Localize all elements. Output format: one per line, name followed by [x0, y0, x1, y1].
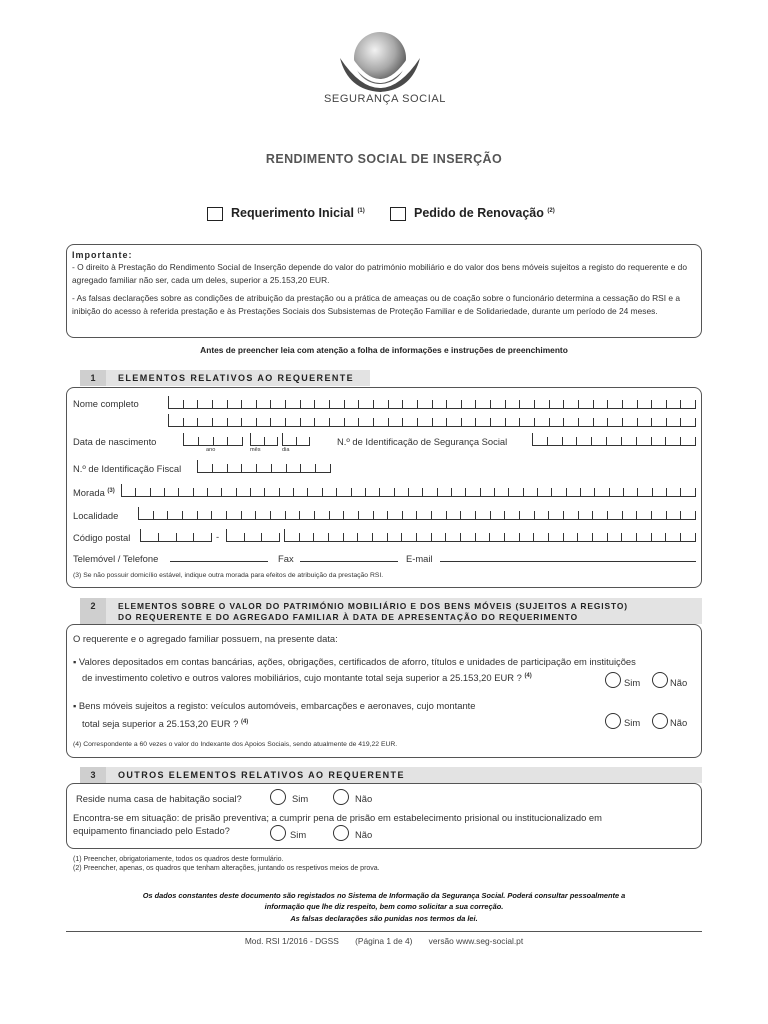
input-cell — [358, 400, 373, 408]
input-cell — [299, 533, 314, 541]
input-cell — [621, 533, 636, 541]
input-cell — [256, 400, 271, 408]
input-cell — [307, 488, 321, 496]
input-cell — [431, 533, 446, 541]
section-1-number: 1 — [80, 370, 106, 386]
input-cell — [461, 400, 476, 408]
input-cell — [446, 511, 461, 519]
input-cell — [593, 400, 608, 408]
input-cell — [241, 464, 256, 472]
input-cell — [534, 418, 549, 426]
q-prison-line-2: equipamento financiado pelo Estado? — [73, 825, 230, 836]
input-cell — [417, 400, 432, 408]
q-deposits-no-radio[interactable] — [652, 672, 668, 688]
birth-year-input[interactable] — [183, 434, 243, 446]
address-input[interactable] — [121, 485, 696, 497]
q-social-housing: Reside numa casa de habitação social? — [76, 793, 242, 804]
section-2-title-line-1: ELEMENTOS SOBRE O VALOR DO PATRIMÓNIO MOBILIÁRIO E DOS BENS MÓVEIS (SUJEITOS A REGISTO) — [118, 601, 628, 611]
input-cell — [329, 511, 344, 519]
birth-day-input[interactable] — [282, 434, 310, 446]
input-cell — [343, 511, 358, 519]
input-cell — [255, 511, 270, 519]
input-cell — [236, 488, 250, 496]
input-cell — [437, 488, 451, 496]
input-cell — [212, 418, 227, 426]
address-label: Morada $^{(3)}$ — [73, 487, 115, 498]
input-cell — [680, 400, 696, 408]
q-social-housing-no-label: Não — [355, 793, 373, 804]
input-cell — [168, 414, 183, 426]
input-cell — [329, 400, 344, 408]
input-cell — [665, 437, 680, 445]
input-cell — [372, 533, 387, 541]
day-caption: dia — [282, 447, 290, 453]
input-cell — [373, 400, 388, 408]
input-cell — [666, 511, 681, 519]
input-cell — [505, 418, 520, 426]
input-cell — [504, 511, 519, 519]
input-cell — [207, 488, 221, 496]
postal-code-label: Código postal — [73, 532, 131, 543]
input-cell — [358, 418, 373, 426]
footer-divider — [66, 931, 702, 932]
input-cell — [621, 437, 636, 445]
input-cell — [576, 437, 591, 445]
input-cell — [445, 533, 460, 541]
logo-text: SEGURANÇA SOCIAL — [323, 93, 447, 105]
input-cell — [563, 400, 578, 408]
input-cell — [592, 533, 607, 541]
input-cell — [475, 418, 490, 426]
input-cell — [537, 488, 551, 496]
q-prison-no-label: Não — [355, 829, 373, 840]
input-cell — [279, 488, 293, 496]
input-cell — [121, 484, 135, 496]
input-cell — [519, 533, 534, 541]
input-cell — [227, 418, 242, 426]
input-cell — [285, 418, 300, 426]
section-3-number: 3 — [80, 767, 106, 783]
input-cell — [167, 511, 182, 519]
input-cell — [271, 464, 286, 472]
important-box — [66, 244, 702, 338]
input-cell — [551, 488, 565, 496]
input-cell — [680, 488, 695, 496]
input-cell — [264, 488, 278, 496]
postal-code-main-input[interactable] — [140, 530, 212, 542]
input-cell — [475, 511, 490, 519]
input-cell — [607, 418, 622, 426]
input-cell — [609, 488, 623, 496]
input-cell — [578, 418, 593, 426]
input-cell — [285, 511, 300, 519]
input-cell — [313, 533, 328, 541]
input-cell — [594, 488, 608, 496]
input-cell — [549, 418, 564, 426]
input-cell — [387, 511, 402, 519]
input-cell — [250, 488, 264, 496]
disclaimer-line-1: Os dados constantes deste documento são registados no Sistema de Informação da Segurança Social. Poderá consultar pessoalmente a — [142, 891, 626, 900]
input-cell — [286, 464, 301, 472]
section-1-title: ELEMENTOS RELATIVOS AO REQUERENTE — [118, 373, 355, 383]
section-2-note: (4) Correspondente a 60 vezes o valor do Indexante dos Apoios Sociais, sendo atualmente de 419,22 EUR. — [73, 741, 398, 748]
input-cell — [408, 488, 422, 496]
disclaimer-line-2: informação que lhe diz respeito, bem como solicitar a sua correção. — [264, 902, 504, 911]
full-name-input-line-1[interactable] — [168, 397, 696, 409]
locality-input[interactable] — [138, 508, 696, 520]
renewal-request-label: Pedido de Renovação $^{(2)}$ — [414, 206, 555, 220]
input-cell — [636, 437, 651, 445]
input-cell — [314, 400, 329, 408]
input-cell — [343, 533, 358, 541]
q-vehicles-no-radio[interactable] — [652, 713, 668, 729]
input-cell — [562, 437, 577, 445]
input-cell — [226, 529, 244, 541]
q-social-housing-yes-radio[interactable] — [270, 789, 286, 805]
input-cell — [606, 437, 621, 445]
input-cell — [227, 464, 242, 472]
input-cell — [475, 533, 490, 541]
input-cell — [577, 533, 592, 541]
q-vehicles-no-label: Não — [670, 717, 688, 728]
input-cell — [315, 464, 331, 472]
input-cell — [256, 418, 271, 426]
ss-id-input[interactable] — [532, 434, 696, 446]
input-cell — [344, 400, 359, 408]
input-cell — [680, 533, 696, 541]
input-cell — [211, 511, 226, 519]
input-cell — [490, 418, 505, 426]
q-vehicles-yes-radio[interactable] — [605, 713, 621, 729]
input-cell — [158, 533, 176, 541]
input-cell — [563, 418, 578, 426]
input-cell — [519, 511, 534, 519]
input-cell — [532, 433, 547, 445]
postal-code-dash: - — [216, 531, 220, 542]
input-cell — [197, 400, 212, 408]
input-cell — [549, 400, 564, 408]
input-cell — [284, 529, 299, 541]
phone-input[interactable] — [170, 552, 268, 562]
input-cell — [351, 488, 365, 496]
input-cell — [140, 529, 158, 541]
input-cell — [652, 488, 666, 496]
input-cell — [519, 400, 534, 408]
q-prison-line-1: Encontra-se em situação: de prisão preventiva; a cumprir pena de prisão em estabelecimento prisional ou institucionalizado em — [73, 812, 602, 823]
input-cell — [241, 418, 256, 426]
q-prison-yes-radio[interactable] — [270, 825, 286, 841]
input-cell — [183, 400, 198, 408]
input-cell — [344, 418, 359, 426]
input-cell — [519, 418, 534, 426]
input-cell — [299, 511, 314, 519]
input-cell — [314, 511, 329, 519]
input-cell — [365, 488, 379, 496]
disclaimer-line-3: As falsas declarações são punidas nos termos da lei. — [290, 914, 478, 923]
input-cell — [282, 433, 296, 445]
input-cell — [226, 511, 241, 519]
input-cell — [422, 488, 436, 496]
input-cell — [296, 437, 311, 445]
input-cell — [480, 488, 494, 496]
email-label: E-mail — [406, 553, 433, 564]
input-cell — [637, 400, 652, 408]
input-cell — [505, 400, 520, 408]
input-cell — [563, 511, 578, 519]
input-cell — [591, 437, 606, 445]
q-prison-yes-label: Sim — [290, 829, 307, 840]
input-cell — [270, 418, 285, 426]
fax-input[interactable] — [300, 552, 398, 562]
input-cell — [193, 533, 212, 541]
input-cell — [607, 400, 622, 408]
input-cell — [622, 511, 637, 519]
input-cell — [548, 533, 563, 541]
input-cell — [534, 511, 549, 519]
postal-code-suffix-input[interactable] — [226, 530, 280, 542]
input-cell — [651, 511, 666, 519]
input-cell — [523, 488, 537, 496]
input-cell — [490, 511, 505, 519]
q-deposits-yes-radio[interactable] — [605, 672, 621, 688]
input-cell — [373, 418, 388, 426]
input-cell — [227, 400, 242, 408]
input-cell — [270, 511, 285, 519]
input-cell — [593, 418, 608, 426]
input-cell — [651, 400, 666, 408]
year-caption: ano — [206, 447, 216, 453]
input-cell — [563, 533, 578, 541]
q-social-housing-yes-label: Sim — [292, 793, 309, 804]
input-cell — [636, 533, 651, 541]
input-cell — [416, 533, 431, 541]
input-cell — [300, 418, 315, 426]
important-title: Importante: — [72, 250, 133, 260]
input-cell — [547, 437, 562, 445]
input-cell — [460, 533, 475, 541]
initial-request-checkbox[interactable] — [207, 207, 223, 221]
input-cell — [607, 533, 622, 541]
input-cell — [379, 488, 393, 496]
input-cell — [490, 400, 505, 408]
input-cell — [680, 511, 696, 519]
input-cell — [193, 488, 207, 496]
q-vehicles-line-2: total seja superior a 25.153,20 EUR ? $^{(4)}$ — [82, 718, 249, 729]
input-cell — [198, 437, 213, 445]
input-cell — [548, 511, 563, 519]
input-cell — [465, 488, 479, 496]
document-title: RENDIMENTO SOCIAL DE INSERÇÃO — [265, 152, 503, 166]
input-cell — [416, 511, 431, 519]
input-cell — [446, 418, 461, 426]
input-cell — [460, 511, 475, 519]
input-cell — [300, 464, 315, 472]
section-2-title-line-2: DO REQUERENTE E DO AGREGADO FAMILIAR À DATA DE APRESENTAÇÃO DO REQUERIMENTO — [118, 612, 579, 622]
input-cell — [138, 507, 153, 519]
input-cell — [264, 437, 279, 445]
input-cell — [637, 488, 651, 496]
input-cell — [183, 418, 198, 426]
full-name-label: Nome completo — [73, 398, 139, 409]
input-cell — [607, 511, 622, 519]
input-cell — [300, 400, 315, 408]
section-2-box — [66, 624, 702, 758]
email-input[interactable] — [440, 552, 696, 562]
input-cell — [475, 400, 490, 408]
input-cell — [494, 488, 508, 496]
input-cell — [285, 400, 300, 408]
input-cell — [388, 418, 403, 426]
input-cell — [329, 418, 344, 426]
input-cell — [213, 437, 228, 445]
input-cell — [666, 488, 680, 496]
q-prison-no-radio[interactable] — [333, 825, 349, 841]
section-3-title: OUTROS ELEMENTOS RELATIVOS AO REQUERENTE — [118, 770, 405, 780]
section-2-number: 2 — [80, 598, 106, 624]
input-cell — [578, 511, 593, 519]
input-cell — [261, 533, 280, 541]
input-cell — [178, 488, 192, 496]
input-cell — [250, 433, 264, 445]
input-cell — [270, 400, 285, 408]
input-cell — [373, 511, 388, 519]
input-cell — [212, 400, 227, 408]
input-cell — [651, 437, 666, 445]
input-cell — [150, 488, 164, 496]
input-cell — [227, 437, 243, 445]
input-cell — [666, 400, 681, 408]
input-cell — [566, 488, 580, 496]
section-2-intro: O requerente e o agregado familiar possuem, na presente data: — [73, 633, 338, 644]
q-deposits-line-2: de investimento coletivo e outros valores mobiliários, cujo montante total seja superior a 25.153,20 EUR ? $^{(4)}$ — [82, 672, 532, 683]
input-cell — [394, 488, 408, 496]
fax-label: Fax — [278, 553, 294, 564]
phone-label: Telemóvel / Telefone — [73, 553, 159, 564]
q-deposits-yes-label: Sim — [624, 677, 641, 688]
input-cell — [244, 533, 262, 541]
input-cell — [241, 511, 256, 519]
input-cell — [451, 488, 465, 496]
input-cell — [592, 511, 607, 519]
input-cell — [680, 437, 696, 445]
input-cell — [580, 488, 594, 496]
input-cell — [176, 533, 194, 541]
tax-id-label: N.º de Identificação Fiscal — [73, 463, 182, 474]
input-cell — [489, 533, 504, 541]
input-cell — [402, 400, 417, 408]
full-name-input-line-2[interactable] — [168, 415, 696, 427]
input-cell — [665, 533, 680, 541]
input-cell — [197, 418, 212, 426]
input-cell — [221, 488, 235, 496]
locality-label: Localidade — [73, 510, 119, 521]
input-cell — [241, 400, 256, 408]
input-cell — [197, 460, 212, 472]
q-social-housing-no-radio[interactable] — [333, 789, 349, 805]
input-cell — [328, 533, 343, 541]
month-caption: mês — [250, 447, 261, 453]
input-cell — [168, 396, 183, 408]
input-cell — [135, 488, 149, 496]
birth-month-input[interactable] — [250, 434, 278, 446]
ss-id-label: N.º de Identificação de Segurança Social — [337, 436, 508, 447]
input-cell — [432, 400, 447, 408]
footer-text: Mod. RSI 1/2016 - DGSS (Página 1 de 4) versão www.seg-social.pt — [244, 936, 524, 946]
input-cell — [432, 418, 447, 426]
input-cell — [508, 488, 522, 496]
input-cell — [651, 533, 666, 541]
input-cell — [336, 488, 350, 496]
section-1-note: (3) Se não possuir domicílio estável, indique outra morada para efeitos de atribuição da prestação RSI. — [73, 572, 384, 579]
input-cell — [623, 488, 637, 496]
input-cell — [197, 511, 212, 519]
important-item-2: - As falsas declarações sobre as condições de atribuição da prestação ou a prática de ameaças ou de coação sobre o funcionário determina a cessação do RSI e a inibição do acesso à referida prestação e às Prestações Sociais dos Subsistemas de Proteção Familiar e de Solidariedade, durante um período de 24 meses. — [72, 293, 681, 316]
input-cell — [651, 418, 666, 426]
q-vehicles-line-1: ▪ Bens móveis sujeitos a registo: veículos automóveis, embarcações e aeronaves, cujo montante — [73, 700, 476, 711]
renewal-request-checkbox[interactable] — [390, 207, 406, 221]
q-deposits-line-1: ▪ Valores depositados em contas bancárias, ações, obrigações, certificados de aforro, títulos e unidades de participação em instituições — [73, 656, 636, 667]
q-vehicles-yes-label: Sim — [624, 717, 641, 728]
input-cell — [183, 433, 198, 445]
input-cell — [461, 418, 476, 426]
input-cell — [153, 511, 168, 519]
input-cell — [388, 400, 403, 408]
input-cell — [534, 400, 549, 408]
footnote-1: (1) Preencher, obrigatoriamente, todos os quadros deste formulário. — [73, 856, 284, 863]
input-cell — [446, 400, 461, 408]
input-cell — [212, 464, 227, 472]
input-cell — [358, 511, 373, 519]
birth-date-label: Data de nascimento — [73, 436, 157, 447]
initial-request-label: Requerimento Inicial $^{(1)}$ — [231, 206, 365, 220]
tax-id-input[interactable] — [197, 461, 331, 473]
input-cell — [622, 400, 637, 408]
instructions-text: Antes de preencher leia com atenção a folha de informações e instruções de preenchimento — [200, 345, 568, 355]
input-cell — [402, 418, 417, 426]
important-item-1: - O direito à Prestação do Rendimento Social de Inserção depende do valor do património mobiliário e do valor dos bens móveis sujeitos a registo do requerente e do agregado familiar não ser, cada um deles, superior a 25.153,20 EUR. — [72, 262, 687, 285]
input-cell — [401, 533, 416, 541]
input-cell — [636, 511, 651, 519]
input-cell — [314, 418, 329, 426]
input-cell — [637, 418, 652, 426]
input-cell — [357, 533, 372, 541]
input-cell — [322, 488, 336, 496]
input-cell — [417, 418, 432, 426]
input-cell — [666, 418, 681, 426]
input-cell — [402, 511, 417, 519]
input-cell — [431, 511, 446, 519]
input-cell — [533, 533, 548, 541]
input-cell — [622, 418, 637, 426]
input-cell — [182, 511, 197, 519]
input-cell — [578, 400, 593, 408]
input-cell — [164, 488, 178, 496]
input-cell — [504, 533, 519, 541]
input-cell — [680, 418, 696, 426]
input-cell — [387, 533, 402, 541]
input-cell — [293, 488, 307, 496]
footnote-2: (2) Preencher, apenas, os quadros que tenham alterações, juntando os respetivos meios de prova. — [73, 865, 380, 872]
input-cell — [256, 464, 271, 472]
q-deposits-no-label: Não — [670, 677, 688, 688]
postal-locality-input[interactable] — [284, 530, 696, 542]
